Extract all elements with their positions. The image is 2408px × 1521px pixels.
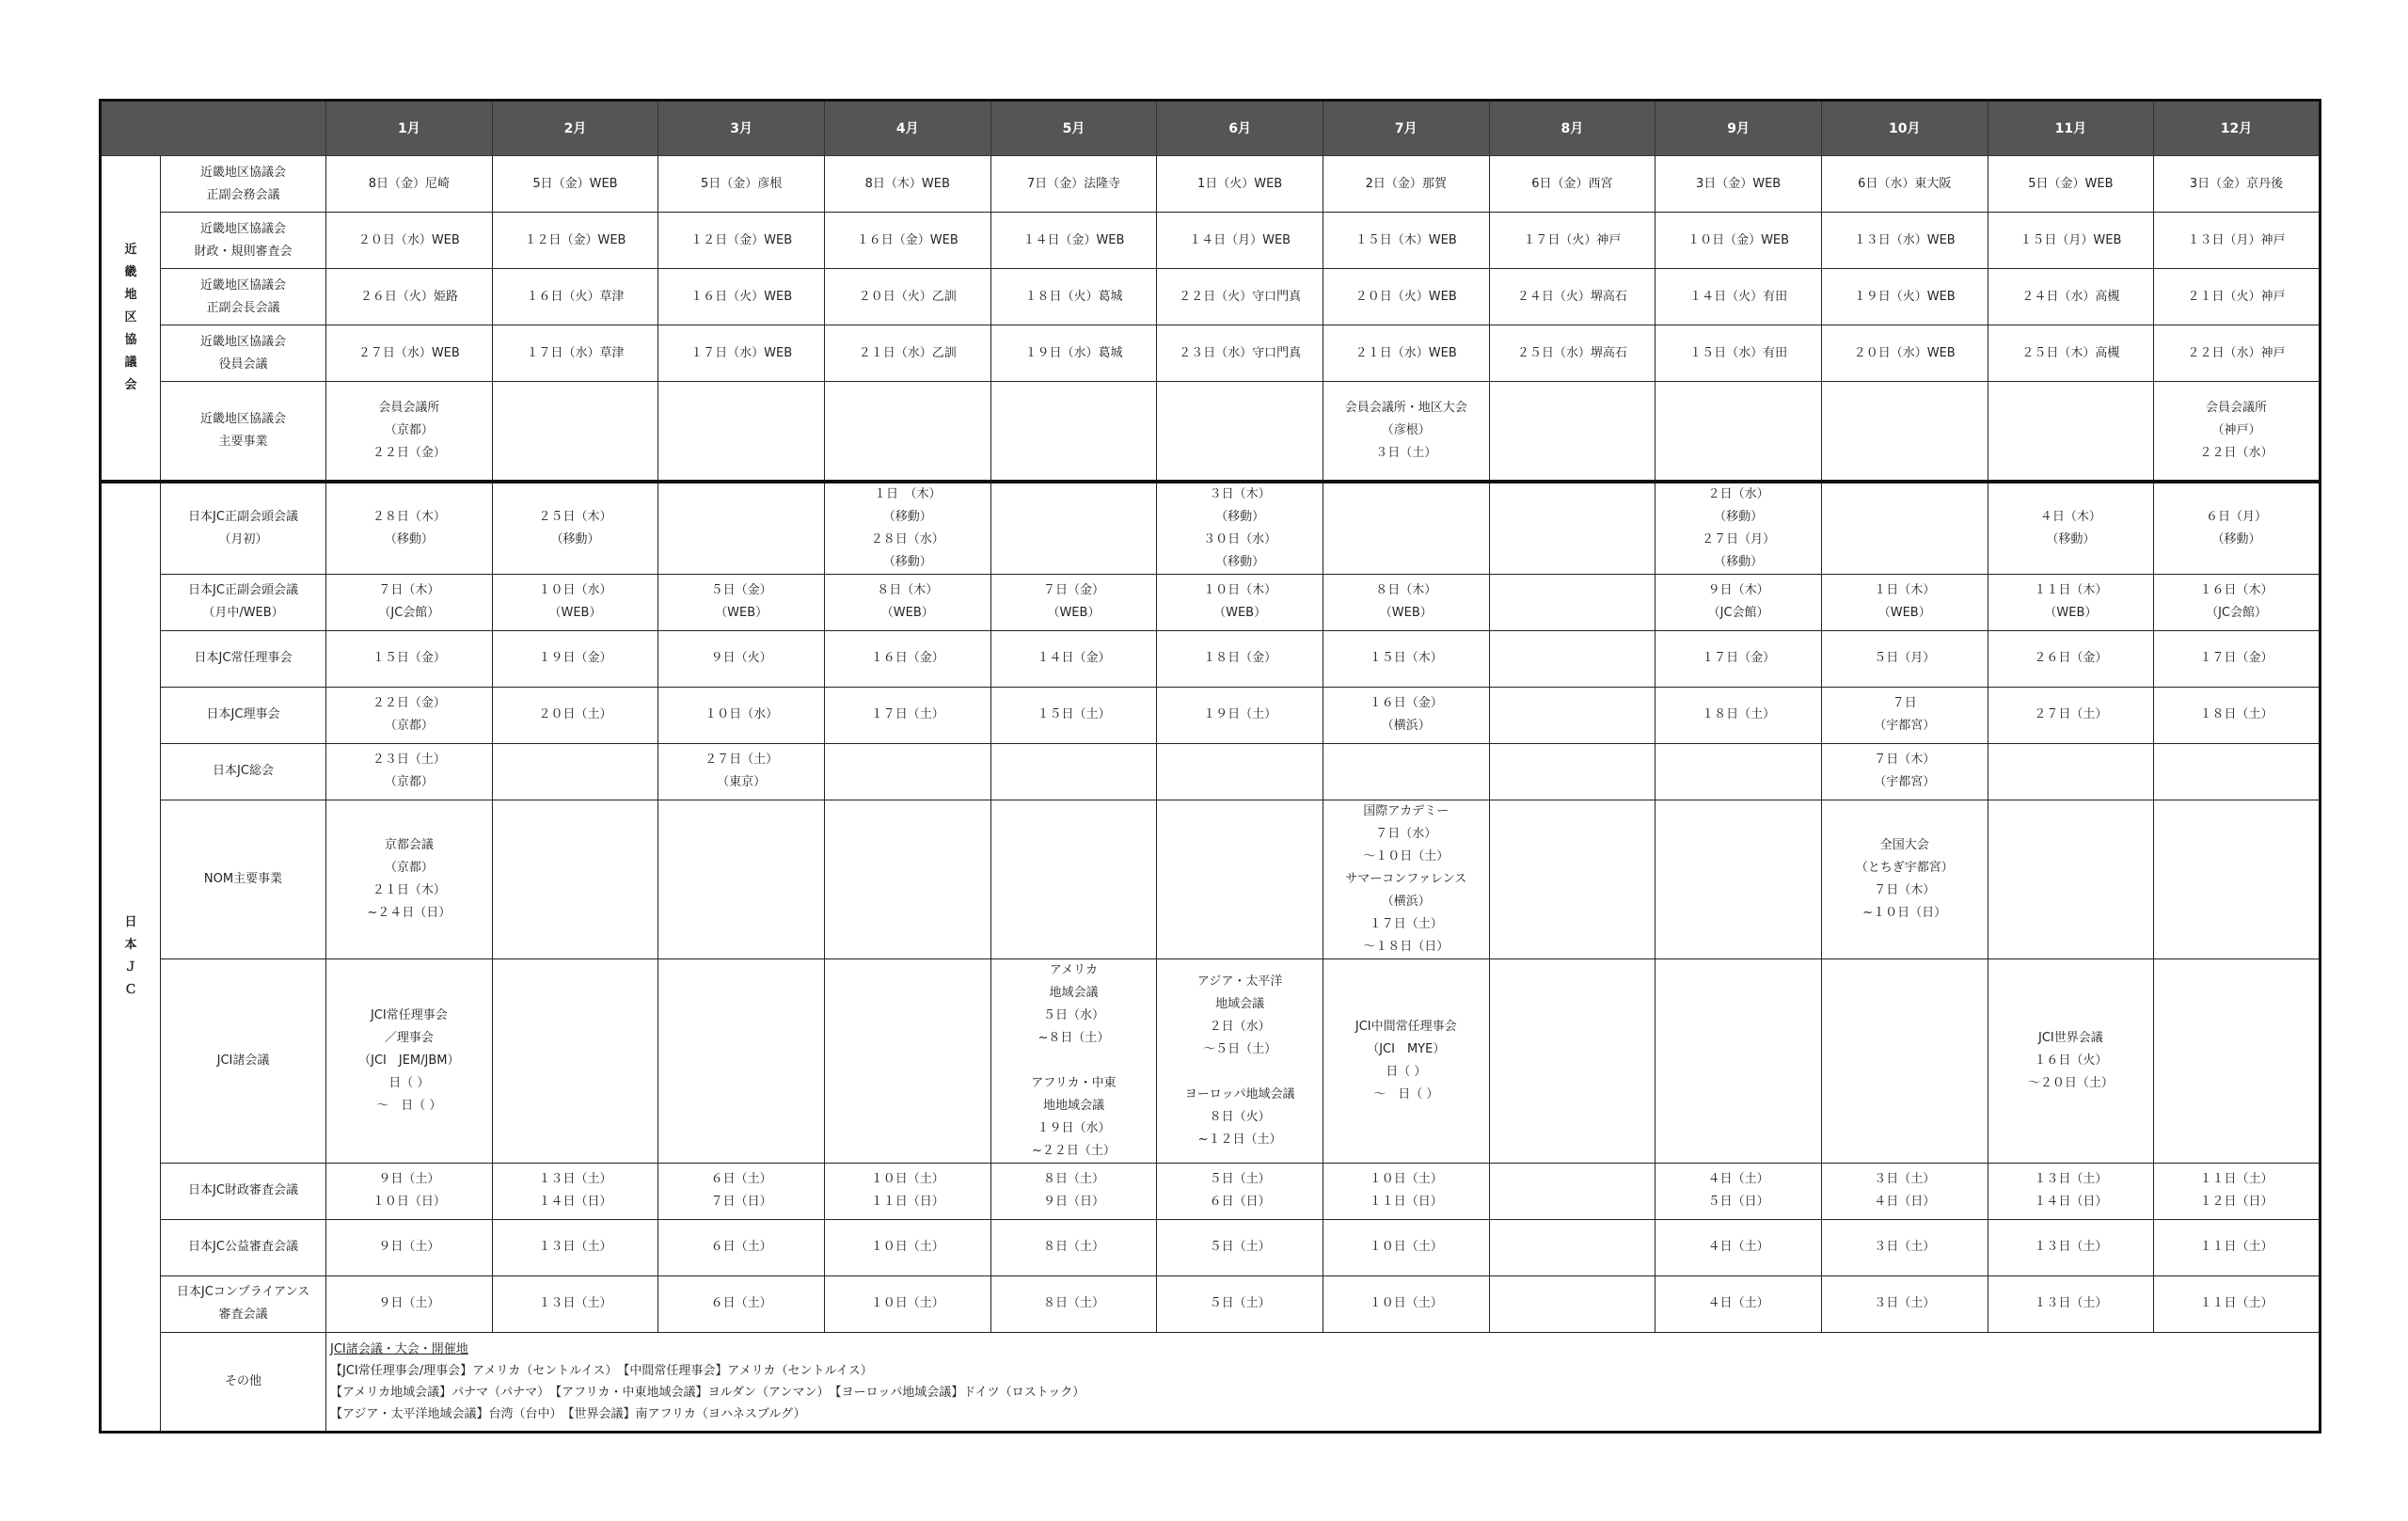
schedule-cell: JCI世界会議 １６日（火） ～２０日（土） bbox=[1988, 959, 2154, 1163]
schedule-cell: ３日（土） bbox=[1821, 1275, 1988, 1332]
schedule-cell: １６日（火）WEB bbox=[658, 269, 825, 325]
schedule-cell: ８日（木） （WEB） bbox=[824, 574, 990, 630]
schedule-cell bbox=[990, 382, 1157, 482]
schedule-cell: 会員会議所 （京都） ２２日（金） bbox=[326, 382, 493, 482]
schedule-cell: １３日（土） bbox=[492, 1219, 658, 1275]
row-label: 日本JC財政審査会議 bbox=[161, 1163, 326, 1219]
schedule-cell bbox=[1157, 382, 1323, 482]
schedule-cell: ２３日（水）守口門真 bbox=[1157, 325, 1323, 382]
schedule-cell: ２６日（金） bbox=[1988, 630, 2154, 687]
schedule-cell: １６日（火）草津 bbox=[492, 269, 658, 325]
other-label: その他 bbox=[161, 1332, 326, 1432]
schedule-cell: １７日（金） bbox=[1656, 630, 1822, 687]
schedule-cell bbox=[824, 743, 990, 800]
schedule-cell: ２３日（土） （京都） bbox=[326, 743, 493, 800]
schedule-table bbox=[99, 99, 2321, 1434]
schedule-cell bbox=[1489, 743, 1656, 800]
schedule-cell: １３日（土） bbox=[1988, 1275, 2154, 1332]
schedule-cell: １０日（土） bbox=[1323, 1275, 1489, 1332]
schedule-cell: ４日（土） bbox=[1656, 1219, 1822, 1275]
schedule-cell: 会員会議所 （神戸） ２２日（水） bbox=[2154, 382, 2321, 482]
schedule-cell bbox=[1821, 382, 1988, 482]
schedule-cell: １４日（金） bbox=[990, 630, 1157, 687]
row-label: 近畿地区協議会 役員会議 bbox=[161, 325, 326, 382]
schedule-cell bbox=[1656, 800, 1822, 959]
schedule-cell bbox=[1489, 1275, 1656, 1332]
schedule-cell: ２４日（水）高槻 bbox=[1988, 269, 2154, 325]
header-corner bbox=[101, 101, 326, 156]
schedule-cell bbox=[492, 800, 658, 959]
schedule-cell: １７日（金） bbox=[2154, 630, 2321, 687]
schedule-cell bbox=[2154, 743, 2321, 800]
schedule-cell: 8日（木）WEB bbox=[824, 156, 990, 213]
notes-line: 【アメリカ地域会議】パナマ（パナマ） 【アフリカ・中東地域会議】ヨルダン（アンマン） 【ヨーロッパ地域会議】ドイツ（ロストック） bbox=[330, 1385, 1085, 1400]
schedule-cell bbox=[990, 800, 1157, 959]
schedule-cell: ４日（土） ５日（日） bbox=[1656, 1163, 1822, 1219]
schedule-cell: JCI中間常任理事会 （JCI MYE） 日（ ） ～ 日（ ） bbox=[1323, 959, 1489, 1163]
group-label: 近 畿 地 区 協 議 会 bbox=[101, 156, 161, 482]
row-label: JCI諸会議 bbox=[161, 959, 326, 1163]
schedule-cell: １０日（土） bbox=[824, 1219, 990, 1275]
schedule-cell: ８日（土） bbox=[990, 1219, 1157, 1275]
schedule-cell: ２７日（水）WEB bbox=[326, 325, 493, 382]
month-header: 9月 bbox=[1656, 101, 1822, 156]
month-header: 4月 bbox=[824, 101, 990, 156]
month-header-row bbox=[101, 101, 2321, 156]
schedule-cell: １１日（土） １２日（日） bbox=[2154, 1163, 2321, 1219]
schedule-cell: １５日（木）WEB bbox=[1323, 213, 1489, 269]
schedule-cell: ２５日（木）高槻 bbox=[1988, 325, 2154, 382]
schedule-cell bbox=[1157, 743, 1323, 800]
schedule-cell: 1日（火）WEB bbox=[1157, 156, 1323, 213]
schedule-cell: １６日（金） （横浜） bbox=[1323, 687, 1489, 743]
schedule-cell: １５日（金） bbox=[326, 630, 493, 687]
month-header: 1月 bbox=[326, 101, 493, 156]
schedule-cell bbox=[2154, 800, 2321, 959]
schedule-cell: １７日（水）草津 bbox=[492, 325, 658, 382]
schedule-cell bbox=[1489, 1219, 1656, 1275]
schedule-cell: １７日（火）神戸 bbox=[1489, 213, 1656, 269]
schedule-cell bbox=[1489, 800, 1656, 959]
schedule-cell: １６日（木） （JC会館） bbox=[2154, 574, 2321, 630]
other-row bbox=[101, 1332, 2321, 1432]
schedule-cell: ２０日（火）乙訓 bbox=[824, 269, 990, 325]
schedule-row bbox=[101, 269, 2321, 325]
schedule-cell: １１日（土） bbox=[2154, 1219, 2321, 1275]
schedule-cell: １５日（木） bbox=[1323, 630, 1489, 687]
schedule-cell bbox=[1489, 687, 1656, 743]
schedule-row bbox=[101, 156, 2321, 213]
schedule-cell: １９日（土） bbox=[1157, 687, 1323, 743]
schedule-cell: １０日（金）WEB bbox=[1656, 213, 1822, 269]
schedule-cell: １６日（金）WEB bbox=[824, 213, 990, 269]
schedule-cell bbox=[658, 382, 825, 482]
schedule-cell: ２５日（木） （移動） bbox=[492, 482, 658, 575]
schedule-cell: ７日（木） （JC会館） bbox=[326, 574, 493, 630]
schedule-cell: １６日（金） bbox=[824, 630, 990, 687]
schedule-cell bbox=[1988, 800, 2154, 959]
schedule-row bbox=[101, 800, 2321, 959]
schedule-cell: JCI常任理事会 ／理事会 （JCI JEM/JBM） 日（ ） ～ 日（ ） bbox=[326, 959, 493, 1163]
schedule-cell: 2日（金）那賀 bbox=[1323, 156, 1489, 213]
schedule-cell bbox=[990, 482, 1157, 575]
notes-line: 【アジア・太平洋地域会議】台湾（台中） 【世界会議】南アフリカ（ヨハネスブルグ） bbox=[330, 1406, 806, 1421]
schedule-cell: ７日（金） （WEB） bbox=[990, 574, 1157, 630]
other-notes bbox=[326, 1332, 2321, 1432]
schedule-cell: 5日（金）彦根 bbox=[658, 156, 825, 213]
schedule-cell: 6日（水）東大阪 bbox=[1821, 156, 1988, 213]
schedule-cell bbox=[1157, 800, 1323, 959]
notes-line: 【JCI常任理事会/理事会】アメリカ（セントルイス） 【中間常任理事会】アメリカ（セントルイス） bbox=[330, 1363, 873, 1378]
schedule-cell bbox=[824, 382, 990, 482]
row-label: NOM主要事業 bbox=[161, 800, 326, 959]
schedule-cell: ６日（土） bbox=[658, 1275, 825, 1332]
schedule-cell: ２２日（水）神戸 bbox=[2154, 325, 2321, 382]
schedule-cell bbox=[492, 382, 658, 482]
schedule-cell: 全国大会 （とちぎ宇都宮） ７日（木） ~１０日（日） bbox=[1821, 800, 1988, 959]
schedule-cell: ４日（木） （移動） bbox=[1988, 482, 2154, 575]
row-label: 日本JC理事会 bbox=[161, 687, 326, 743]
schedule-row bbox=[101, 1275, 2321, 1332]
month-header: 2月 bbox=[492, 101, 658, 156]
schedule-row bbox=[101, 482, 2321, 575]
schedule-cell: １７日（土） bbox=[824, 687, 990, 743]
schedule-row bbox=[101, 687, 2321, 743]
schedule-cell: アメリカ 地域会議 ５日（水） ~８日（土） アフリカ・中東 地地域会議 １９日（水） ~２２日（土） bbox=[990, 959, 1157, 1163]
schedule-cell: ２６日（火）姫路 bbox=[326, 269, 493, 325]
schedule-cell: １３日（水）WEB bbox=[1821, 213, 1988, 269]
schedule-cell: ９日（土） bbox=[326, 1275, 493, 1332]
schedule-cell: １０日（土） bbox=[824, 1275, 990, 1332]
schedule-cell: ８日（木） （WEB） bbox=[1323, 574, 1489, 630]
schedule-cell: ７日 （宇都宮） bbox=[1821, 687, 1988, 743]
schedule-cell: １３日（土） １４日（日） bbox=[492, 1163, 658, 1219]
schedule-cell: １０日（水） （WEB） bbox=[492, 574, 658, 630]
schedule-cell: １８日（金） bbox=[1157, 630, 1323, 687]
month-header: 7月 bbox=[1323, 101, 1489, 156]
schedule-cell: ７日（木） （宇都宮） bbox=[1821, 743, 1988, 800]
group-label: 日 本 Ｊ Ｃ bbox=[101, 482, 161, 1433]
schedule-cell: ９日（土） １０日（日） bbox=[326, 1163, 493, 1219]
schedule-cell: ４日（土） bbox=[1656, 1275, 1822, 1332]
schedule-cell bbox=[658, 800, 825, 959]
schedule-cell: １１日（土） bbox=[2154, 1275, 2321, 1332]
schedule-cell bbox=[1656, 382, 1822, 482]
schedule-cell: １３日（土） １４日（日） bbox=[1988, 1163, 2154, 1219]
schedule-cell bbox=[1489, 959, 1656, 1163]
schedule-cell: ９日（木） （JC会館） bbox=[1656, 574, 1822, 630]
row-label: 近畿地区協議会 正副会務会議 bbox=[161, 156, 326, 213]
schedule-cell: 6日（金）西宮 bbox=[1489, 156, 1656, 213]
schedule-cell bbox=[492, 743, 658, 800]
schedule-cell: １３日（月）神戸 bbox=[2154, 213, 2321, 269]
schedule-cell bbox=[824, 959, 990, 1163]
schedule-cell bbox=[1489, 482, 1656, 575]
schedule-cell: １２日（金）WEB bbox=[492, 213, 658, 269]
schedule-cell: 京都会議 （京都） ２１日（木） ~２４日（日） bbox=[326, 800, 493, 959]
schedule-cell: １０日（木） （WEB） bbox=[1157, 574, 1323, 630]
month-header: 12月 bbox=[2154, 101, 2321, 156]
schedule-cell: １５日（月）WEB bbox=[1988, 213, 2154, 269]
row-label: 日本JC公益審査会議 bbox=[161, 1219, 326, 1275]
schedule-row bbox=[101, 959, 2321, 1163]
schedule-row bbox=[101, 1163, 2321, 1219]
row-label: 近畿地区協議会 正副会長会議 bbox=[161, 269, 326, 325]
schedule-cell: ２日（水） （移動） ２７日（月） （移動） bbox=[1656, 482, 1822, 575]
schedule-cell: １０日（土） bbox=[1323, 1219, 1489, 1275]
schedule-cell: １０日（土） １１日（日） bbox=[1323, 1163, 1489, 1219]
schedule-cell: ２２日（金） （京都） bbox=[326, 687, 493, 743]
schedule-cell: ６日（月） （移動） bbox=[2154, 482, 2321, 575]
row-label: 日本JC常任理事会 bbox=[161, 630, 326, 687]
row-label: 日本JC正副会頭会議 （月初） bbox=[161, 482, 326, 575]
notes-title: JCI諸会議・大会・開催地 bbox=[330, 1341, 468, 1356]
schedule-cell: １０日（土） １１日（日） bbox=[824, 1163, 990, 1219]
schedule-cell bbox=[1489, 574, 1656, 630]
schedule-cell: １日 （木） （移動） ２８日（水） （移動） bbox=[824, 482, 990, 575]
schedule-cell: ３日（土） bbox=[1821, 1219, 1988, 1275]
schedule-cell: ２１日（水）WEB bbox=[1323, 325, 1489, 382]
schedule-cell: １５日（土） bbox=[990, 687, 1157, 743]
row-label: 日本JCコンプライアンス 審査会議 bbox=[161, 1275, 326, 1332]
schedule-cell: ２０日（火）WEB bbox=[1323, 269, 1489, 325]
schedule-cell: ８日（土） bbox=[990, 1275, 1157, 1332]
schedule-cell: ２４日（火）堺高石 bbox=[1489, 269, 1656, 325]
schedule-cell bbox=[1323, 482, 1489, 575]
schedule-cell bbox=[990, 743, 1157, 800]
month-header: 3月 bbox=[658, 101, 825, 156]
schedule-cell bbox=[1988, 743, 2154, 800]
schedule-cell: 7日（金）法隆寺 bbox=[990, 156, 1157, 213]
schedule-cell: １３日（土） bbox=[1988, 1219, 2154, 1275]
schedule-cell: 3日（金）京丹後 bbox=[2154, 156, 2321, 213]
schedule-cell bbox=[492, 959, 658, 1163]
schedule-row bbox=[101, 213, 2321, 269]
schedule-row bbox=[101, 1219, 2321, 1275]
schedule-cell: ５日（月） bbox=[1821, 630, 1988, 687]
schedule-cell: 5日（金）WEB bbox=[492, 156, 658, 213]
schedule-cell: ３日（土） ４日（日） bbox=[1821, 1163, 1988, 1219]
schedule-cell bbox=[2154, 959, 2321, 1163]
schedule-cell: １０日（水） bbox=[658, 687, 825, 743]
schedule-cell: ２１日（火）神戸 bbox=[2154, 269, 2321, 325]
schedule-row bbox=[101, 574, 2321, 630]
schedule-cell: ９日（火） bbox=[658, 630, 825, 687]
schedule-cell bbox=[1489, 630, 1656, 687]
schedule-cell: 5日（金）WEB bbox=[1988, 156, 2154, 213]
schedule-cell: アジア・太平洋 地域会議 ２日（水） ～５日（土） ヨーロッパ地域会議 ８日（火） ~１２日（土） bbox=[1157, 959, 1323, 1163]
schedule-cell: １４日（月）WEB bbox=[1157, 213, 1323, 269]
schedule-row bbox=[101, 630, 2321, 687]
row-label: 日本JC正副会頭会議 （月中/WEB） bbox=[161, 574, 326, 630]
month-header: 6月 bbox=[1157, 101, 1323, 156]
month-header: 10月 bbox=[1821, 101, 1988, 156]
schedule-cell: ５日（金） （WEB） bbox=[658, 574, 825, 630]
schedule-row bbox=[101, 743, 2321, 800]
schedule-cell: ２７日（土） bbox=[1988, 687, 2154, 743]
schedule-cell: １３日（土） bbox=[492, 1275, 658, 1332]
schedule-cell: １９日（水）葛城 bbox=[990, 325, 1157, 382]
schedule-cell: １９日（金） bbox=[492, 630, 658, 687]
month-header: 11月 bbox=[1988, 101, 2154, 156]
schedule-cell: 3日（金）WEB bbox=[1656, 156, 1822, 213]
schedule-cell: １２日（金）WEB bbox=[658, 213, 825, 269]
schedule-cell: １７日（水）WEB bbox=[658, 325, 825, 382]
schedule-cell bbox=[1323, 743, 1489, 800]
schedule-cell bbox=[1489, 382, 1656, 482]
schedule-cell: １９日（火）WEB bbox=[1821, 269, 1988, 325]
schedule-cell bbox=[1656, 743, 1822, 800]
schedule-cell bbox=[658, 959, 825, 1163]
schedule-cell: ５日（土） bbox=[1157, 1219, 1323, 1275]
schedule-cell: 会員会議所・地区大会 （彦根） ３日（土） bbox=[1323, 382, 1489, 482]
schedule-cell: １日（木） （WEB） bbox=[1821, 574, 1988, 630]
row-label: 近畿地区協議会 財政・規則審査会 bbox=[161, 213, 326, 269]
schedule-cell: ８日（土） ９日（日） bbox=[990, 1163, 1157, 1219]
schedule-cell: 8日（金）尼崎 bbox=[326, 156, 493, 213]
schedule-cell: ２７日（土） （東京） bbox=[658, 743, 825, 800]
month-header: 8月 bbox=[1489, 101, 1656, 156]
schedule-cell bbox=[1489, 1163, 1656, 1219]
row-label: 日本JC総会 bbox=[161, 743, 326, 800]
schedule-cell: １１日（木） （WEB） bbox=[1988, 574, 2154, 630]
row-label: 近畿地区協議会 主要事業 bbox=[161, 382, 326, 482]
schedule-cell bbox=[658, 482, 825, 575]
schedule-row bbox=[101, 325, 2321, 382]
schedule-cell bbox=[1821, 959, 1988, 1163]
schedule-cell bbox=[1988, 382, 2154, 482]
schedule-cell: １８日（火）葛城 bbox=[990, 269, 1157, 325]
schedule-cell: １５日（水）有田 bbox=[1656, 325, 1822, 382]
schedule-cell: ２２日（火）守口門真 bbox=[1157, 269, 1323, 325]
schedule-cell bbox=[1821, 482, 1988, 575]
schedule-cell: ２８日（木） （移動） bbox=[326, 482, 493, 575]
schedule-cell: ２１日（水）乙訓 bbox=[824, 325, 990, 382]
schedule-row bbox=[101, 382, 2321, 482]
schedule-cell: １８日（土） bbox=[1656, 687, 1822, 743]
schedule-cell: ２５日（水）堺高石 bbox=[1489, 325, 1656, 382]
month-header: 5月 bbox=[990, 101, 1157, 156]
schedule-cell: ３日（木） （移動） ３０日（水） （移動） bbox=[1157, 482, 1323, 575]
schedule-cell: ９日（土） bbox=[326, 1219, 493, 1275]
schedule-cell bbox=[1656, 959, 1822, 1163]
schedule-cell: ２０日（土） bbox=[492, 687, 658, 743]
schedule-cell: ６日（土） ７日（日） bbox=[658, 1163, 825, 1219]
schedule-cell: １８日（土） bbox=[2154, 687, 2321, 743]
schedule-cell: １４日（火）有田 bbox=[1656, 269, 1822, 325]
schedule-cell: ２０日（水）WEB bbox=[326, 213, 493, 269]
schedule-cell: １４日（金）WEB bbox=[990, 213, 1157, 269]
schedule-cell: ５日（土） bbox=[1157, 1275, 1323, 1332]
schedule-cell: 国際アカデミー ７日（水） ～１０日（土） サマーコンファレンス （横浜） １７日（土） ～１８日（日） bbox=[1323, 800, 1489, 959]
schedule-cell: ２０日（水）WEB bbox=[1821, 325, 1988, 382]
schedule-cell bbox=[824, 800, 990, 959]
schedule-cell: ５日（土） ６日（日） bbox=[1157, 1163, 1323, 1219]
schedule-cell: ６日（土） bbox=[658, 1219, 825, 1275]
